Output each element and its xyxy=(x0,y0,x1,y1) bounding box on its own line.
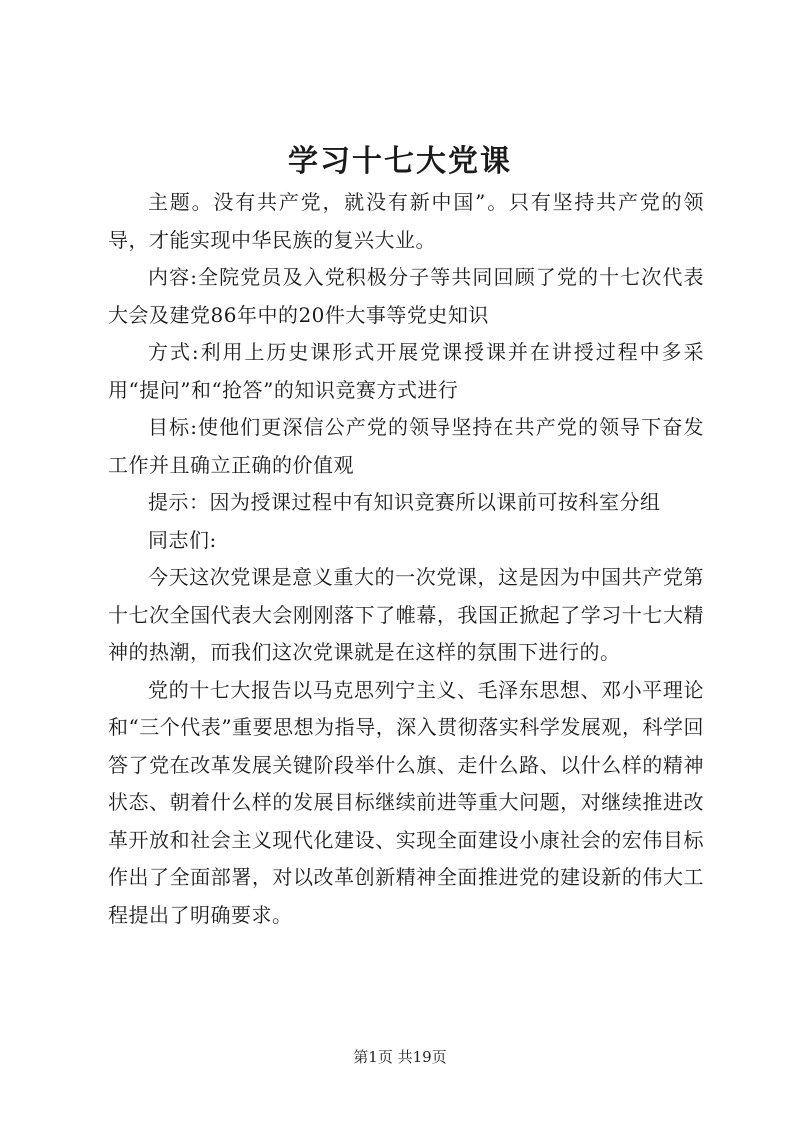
paragraph-theme: 主题。没有共产党，就没有新中国”。只有坚持共产党的领导，才能实现中华民族的复兴大业。 xyxy=(108,190,704,252)
paragraph-report: 党的十七大报告以马克思列宁主义、毛泽东思想、邓小平理论和“三个代表”重要思想为指导，深入贯彻落实科学发展观，科学回答了党在改革发展关键阶段举什么旗、走什么路、以什么样的精神状态、朝着什么样的发展目标继续前进等重大问题，对继续推进改革开放和社会主义现代化建设、实现全面建设小康社会的宏伟目标作出了全面部署，对以改革创新精神全面推进党的建设新的伟大工程提出了明确要求。 xyxy=(108,677,704,927)
paragraph-method: 方式:利用上历史课形式开展党课授课并在讲授过程中多采用“提问”和“抢答”的知识竞赛方式进行 xyxy=(108,340,704,402)
paragraph-greeting: 同志们: xyxy=(148,527,217,552)
paragraph-goal: 目标:使他们更深信公产党的领导坚持在共产党的领导下奋发工作并且确立正确的价值观 xyxy=(108,415,704,477)
paragraph-tip: 提示：因为授课过程中有知识竞赛所以课前可按科室分组 xyxy=(148,490,661,514)
document-body xyxy=(108,184,704,934)
paragraph-intro: 今天这次党课是意义重大的一次党课，这是因为中国共产党第十七次全国代表大会刚刚落下了帷幕，我国正掀起了学习十七大精神的热潮，而我们这次党课就是在这样的氛围下进行的。 xyxy=(108,565,704,664)
document-title: 学习十七大党课 xyxy=(288,144,512,179)
paragraph-content: 内容:全院党员及入党积极分子等共同回顾了党的十七次代表大会及建党86年中的20件大事等党史知识 xyxy=(108,265,704,327)
page-number-footer: 第1页 共19页 xyxy=(353,1048,447,1066)
